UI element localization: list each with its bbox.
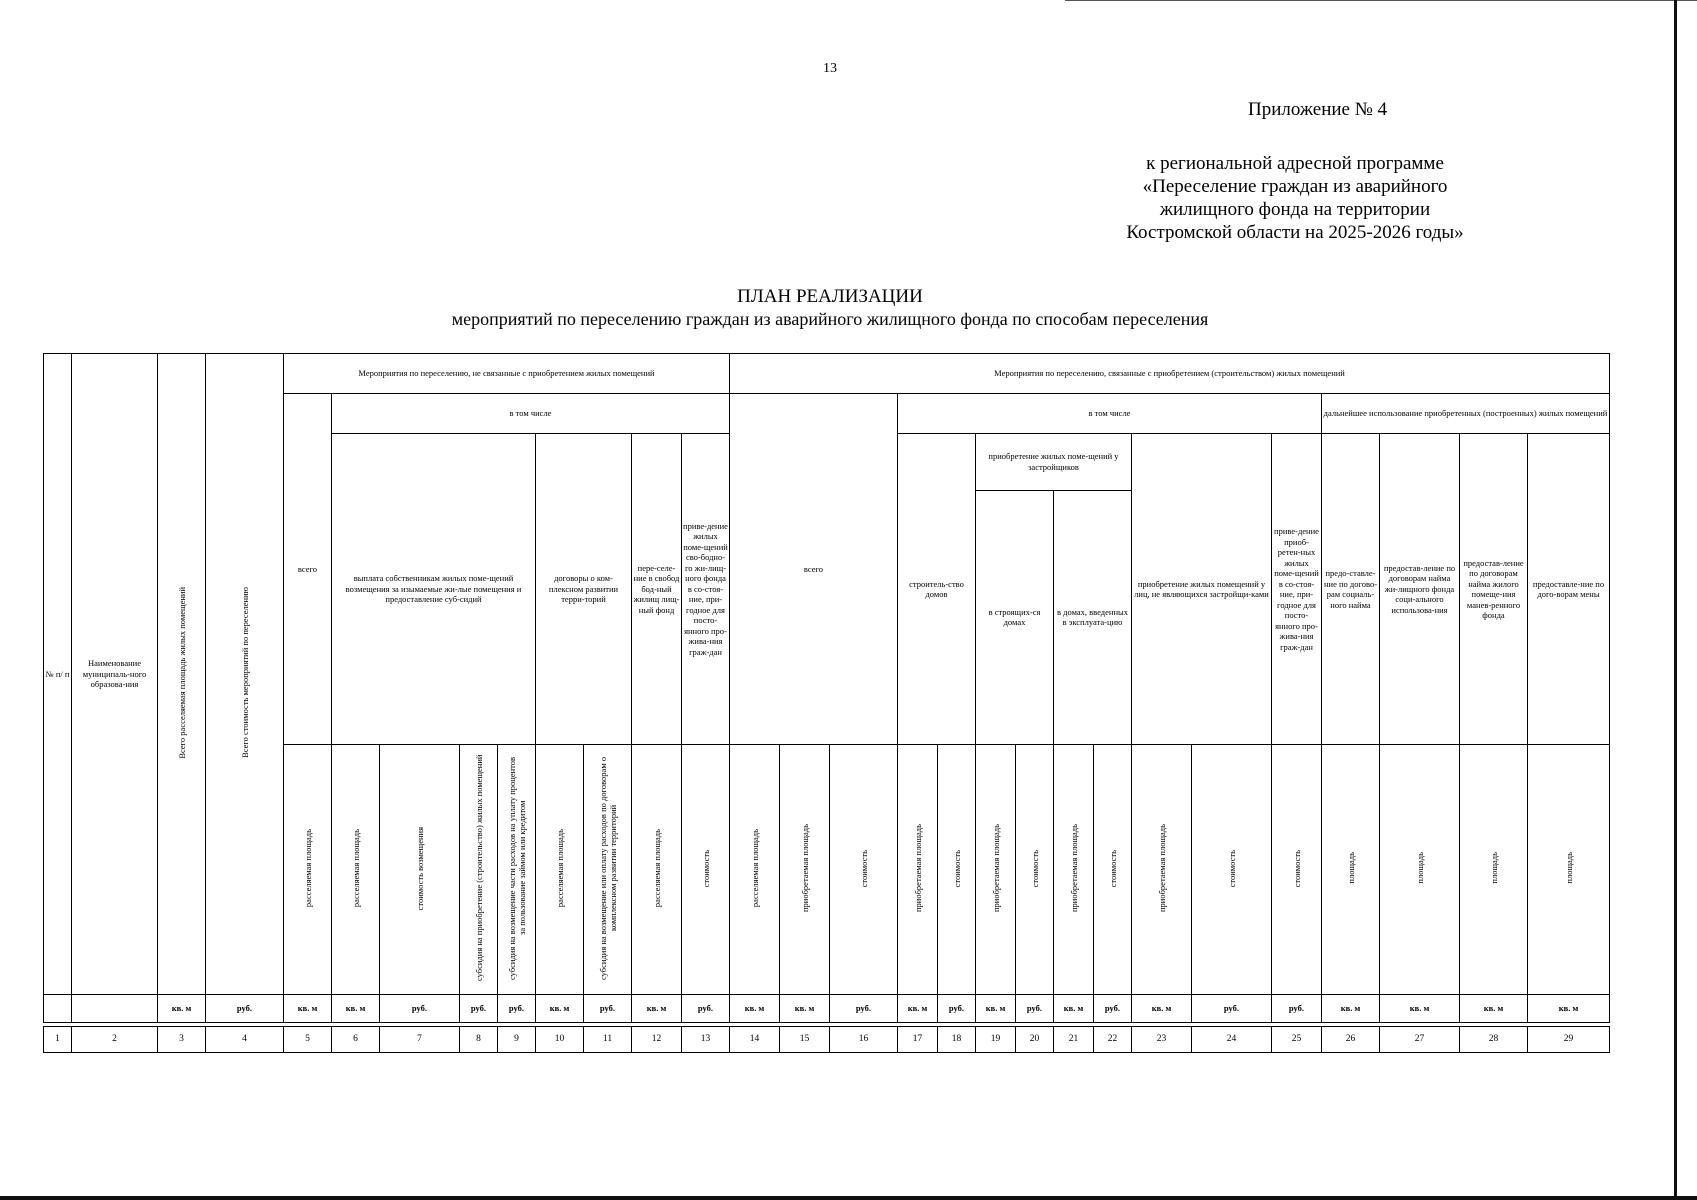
sub-col-22 <box>1094 745 1132 995</box>
column-number: 8 <box>460 1027 498 1053</box>
header-payment: выплата собственникам жилых поме-щений возмещения за изымаемые жи-лые помещения и предоставление суб-сидий <box>332 434 536 745</box>
unit-25: руб. <box>1272 995 1322 1023</box>
sub-col-29 <box>1528 745 1610 995</box>
column-number: 21 <box>1054 1027 1094 1053</box>
header-group-not-acquisition: Мероприятия по переселению, не связанные с приобретением жилых помещений <box>284 354 730 394</box>
unit-20: руб. <box>1016 995 1054 1023</box>
header-total-cost <box>206 354 284 995</box>
sub-col-16-text: стоимость <box>858 849 869 887</box>
sub-col-17 <box>898 745 938 995</box>
column-number: 26 <box>1322 1027 1380 1053</box>
column-number: 22 <box>1094 1027 1132 1053</box>
header-group-acquisition: Мероприятия по переселению, связанные с приобретением (строительством) жилых помещений <box>730 354 1610 394</box>
sub-col-8-text: субсидия на приобретение (строительство) жилых помещений <box>473 755 484 982</box>
document-title: ПЛАН РЕАЛИЗАЦИИ <box>737 286 923 307</box>
column-number: 12 <box>632 1027 682 1053</box>
unit-11: руб. <box>584 995 632 1023</box>
unit-3: кв. м <box>158 995 206 1023</box>
sub-col-13 <box>682 745 730 995</box>
sub-col-28 <box>1460 745 1528 995</box>
header-total-cost-text: Всего стоимость мероприятий по переселению <box>239 587 250 759</box>
annex-line: Костромской области на 2025-2026 годы» <box>1126 222 1464 243</box>
unit-21: кв. м <box>1054 995 1094 1023</box>
sub-col-28-text: площадь <box>1488 852 1499 885</box>
column-number: 7 <box>380 1027 460 1053</box>
sub-col-9 <box>498 745 536 995</box>
column-number: 25 <box>1272 1027 1322 1053</box>
unit-14: кв. м <box>730 995 780 1023</box>
header-all-1: всего <box>284 394 332 745</box>
header-in-building: в строящих-ся домах <box>976 490 1054 744</box>
sub-col-24-text: стоимость <box>1226 849 1237 887</box>
right-border-line <box>1674 0 1677 1200</box>
column-number: 18 <box>938 1027 976 1053</box>
column-number: 28 <box>1460 1027 1528 1053</box>
annex-description <box>1105 152 1485 244</box>
annex-line: к региональной адресной программе <box>1146 153 1444 174</box>
sub-col-12-text: расселяемая площадь <box>651 829 662 908</box>
sub-col-15-text: приобретаемая площадь <box>799 824 810 913</box>
unit-empty-2 <box>72 995 158 1023</box>
header-buy-developers <box>976 434 1132 745</box>
unit-26: кв. м <box>1322 995 1380 1023</box>
column-number: 9 <box>498 1027 536 1053</box>
sub-col-8 <box>460 745 498 995</box>
column-number: 5 <box>284 1027 332 1053</box>
sub-col-27-text: площадь <box>1414 852 1425 885</box>
unit-22: руб. <box>1094 995 1132 1023</box>
column-number: 4 <box>206 1027 284 1053</box>
column-number-row <box>44 1027 1610 1053</box>
sub-col-7-text: стоимость возмещения <box>414 826 425 910</box>
unit-10: кв. м <box>536 995 584 1023</box>
sub-col-20 <box>1016 745 1054 995</box>
column-number: 20 <box>1016 1027 1054 1053</box>
sub-col-6-text: расселяемая площадь <box>350 829 361 908</box>
column-number: 23 <box>1132 1027 1192 1053</box>
sub-col-10 <box>536 745 584 995</box>
sub-col-23 <box>1132 745 1192 995</box>
header-in-operated: в домах, введенных в эксплуата-цию <box>1054 490 1132 744</box>
sub-col-14 <box>730 745 780 995</box>
unit-27: кв. м <box>1380 995 1460 1023</box>
header-construction: строитель-ство домов <box>898 434 976 745</box>
unit-5: кв. м <box>284 995 332 1023</box>
sub-col-6 <box>332 745 380 995</box>
column-number: 17 <box>898 1027 938 1053</box>
column-number: 3 <box>158 1027 206 1053</box>
unit-17: кв. м <box>898 995 938 1023</box>
sub-col-17-text: приобретаемая площадь <box>912 824 923 913</box>
sub-col-25-text: стоимость <box>1291 849 1302 887</box>
header-further-use: дальнейшее использование приобретенных (построенных) жилых помещений <box>1322 394 1610 434</box>
header-num: № п/ п <box>44 354 72 995</box>
sub-col-11-text: субсидия на возмещение или оплату расходов по договорам о комплексном развитии территорий <box>597 756 618 980</box>
unit-19: кв. м <box>976 995 1016 1023</box>
header-including-1: в том числе <box>332 394 730 434</box>
sub-col-20-text: стоимость <box>1029 849 1040 887</box>
unit-12: кв. м <box>632 995 682 1023</box>
header-total-area-text: Всего расселяемая площадь жилых помещений <box>176 586 187 759</box>
column-number: 29 <box>1528 1027 1610 1053</box>
unit-9: руб. <box>498 995 536 1023</box>
unit-4: руб. <box>206 995 284 1023</box>
sub-col-12 <box>632 745 682 995</box>
unit-empty-1 <box>44 995 72 1023</box>
column-number: 11 <box>584 1027 632 1053</box>
column-number: 10 <box>536 1027 584 1053</box>
header-buy-nondevelopers: приобретение жилых помещений у лиц, не являющихся застройщи-ками <box>1132 434 1272 745</box>
page-number: 13 <box>823 61 837 76</box>
sub-col-29-text: площадь <box>1563 852 1574 885</box>
header-all-2: всего <box>730 394 898 745</box>
document-subtitle: мероприятий по переселению граждан из аварийного жилищного фонда по способам переселения <box>451 309 1209 329</box>
sub-col-11 <box>584 745 632 995</box>
column-number: 19 <box>976 1027 1016 1053</box>
unit-16: руб. <box>830 995 898 1023</box>
sub-col-27 <box>1380 745 1460 995</box>
column-number: 1 <box>44 1027 72 1053</box>
unit-8: руб. <box>460 995 498 1023</box>
sub-col-22-text: стоимость <box>1107 849 1118 887</box>
column-number: 15 <box>780 1027 830 1053</box>
header-buy-developers-label: приобретение жилых поме-щений у застройщиков <box>976 434 1131 490</box>
header-bring-to-state: приве-дение жилых поме-щений сво-бодно-го жи-лищ-ного фонда в со-стоя-ние, при-годное для посто-янного про-жива-ния граж-дан <box>682 434 730 745</box>
header-maneuver: предостав-ление по договорам найма жилого помеще-ния манев-ренного фонда <box>1460 434 1528 745</box>
sub-col-19-text: приобретаемая площадь <box>990 824 1001 913</box>
sub-col-26-text: площадь <box>1345 852 1356 885</box>
sub-col-26 <box>1322 745 1380 995</box>
developer-subtable <box>976 434 1131 744</box>
header-social-rent: предо-ставле-ние по догово-рам социаль-ного найма <box>1322 434 1380 745</box>
column-number: 16 <box>830 1027 898 1053</box>
column-number: 2 <box>72 1027 158 1053</box>
sub-col-25 <box>1272 745 1322 995</box>
unit-28: кв. м <box>1460 995 1528 1023</box>
sub-col-7 <box>380 745 460 995</box>
unit-29: кв. м <box>1528 995 1610 1023</box>
annex-line: «Переселение граждан из аварийного <box>1142 176 1448 197</box>
header-municipality: Наименование муниципаль-ного образова-ния <box>72 354 158 995</box>
sub-col-18 <box>938 745 976 995</box>
header-total-area <box>158 354 206 995</box>
sub-col-5 <box>284 745 332 995</box>
sub-col-13-text: стоимость <box>700 849 711 887</box>
column-number: 6 <box>332 1027 380 1053</box>
bottom-border-line <box>0 1196 1697 1200</box>
sub-col-9-text: субсидия на возмещение части расходов на уплату процентов за пользование займом или кредитом <box>506 756 527 980</box>
sub-col-18-text: стоимость <box>951 849 962 887</box>
sub-col-14-text: расселяемая площадь <box>749 829 760 908</box>
unit-6: кв. м <box>332 995 380 1023</box>
sub-col-16 <box>830 745 898 995</box>
header-exchange: предоставле-ние по дого-ворам мены <box>1528 434 1610 745</box>
annex-line: жилищного фонда на территории <box>1159 199 1431 220</box>
header-including-2: в том числе <box>898 394 1322 434</box>
column-number: 13 <box>682 1027 730 1053</box>
unit-23: кв. м <box>1132 995 1192 1023</box>
column-number: 14 <box>730 1027 780 1053</box>
sub-col-19 <box>976 745 1016 995</box>
column-number: 24 <box>1192 1027 1272 1053</box>
sub-col-24 <box>1192 745 1272 995</box>
header-bring-bought: приве-дение приоб-ретен-ных жилых поме-щений в со-стоя-ние, при-годное для посто-янного про-жива-ния граж-дан <box>1272 434 1322 745</box>
unit-7: руб. <box>380 995 460 1023</box>
column-number: 27 <box>1380 1027 1460 1053</box>
unit-15: кв. м <box>780 995 830 1023</box>
sub-col-10-text: расселяемая площадь <box>554 829 565 908</box>
header-resettle-free: пере-селе-ние в свобод бод-ный жилищ лищ-ный фонд <box>632 434 682 745</box>
unit-18: руб. <box>938 995 976 1023</box>
sub-col-5-text: расселяемая площадь <box>302 829 313 908</box>
header-contracts: договоры о ком-плексном развитии терри-торий <box>536 434 632 745</box>
unit-24: руб. <box>1192 995 1272 1023</box>
annex-label: Приложение № 4 <box>1248 99 1388 120</box>
unit-13: руб. <box>682 995 730 1023</box>
header-social-use: предостав-ление по договорам найма жи-лищного фонда соци-ального использова-ния <box>1380 434 1460 745</box>
sub-col-15 <box>780 745 830 995</box>
sub-col-21 <box>1054 745 1094 995</box>
sub-col-21-text: приобретаемая площадь <box>1068 824 1079 913</box>
top-border-line <box>1065 0 1697 1</box>
sub-col-23-text: приобретаемая площадь <box>1156 824 1167 913</box>
plan-table <box>43 353 1610 1053</box>
